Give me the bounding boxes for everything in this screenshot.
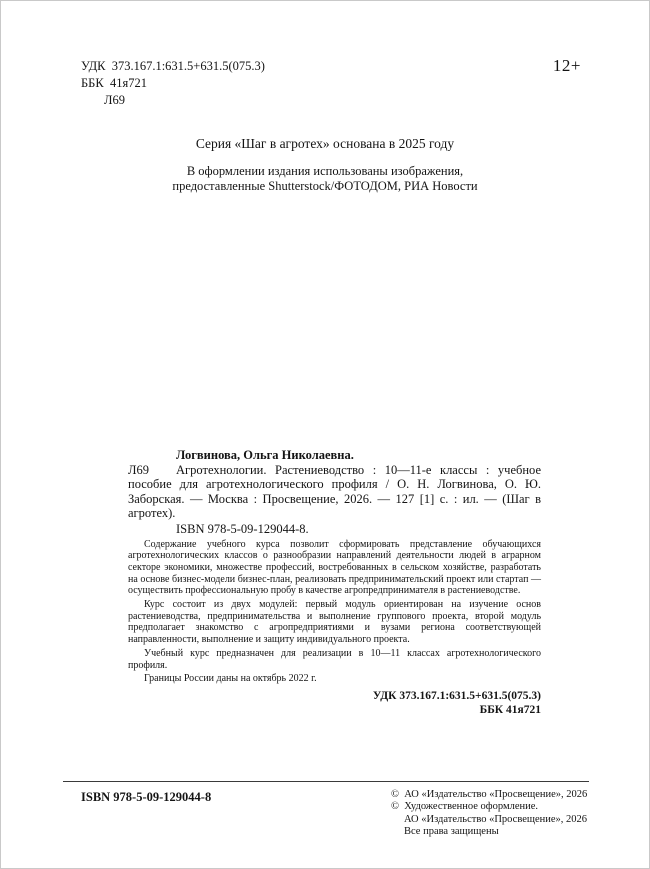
copyright-line-4: Все права защищены bbox=[404, 826, 499, 838]
footer-divider bbox=[63, 781, 589, 782]
copyright-block bbox=[391, 789, 587, 839]
bibliographic-description: Агротехнологии. Растениеводство : 10—11-е классы : учебное пособие для агротехнологического профиля / О. Н. Логвинова, О. Ю. Заборская. — Москва : Просвещение, 2026. — 127 [1] с. : ил. — (Шаг в агротех). bbox=[128, 462, 541, 521]
author-sign-code: Л69 bbox=[104, 93, 125, 107]
series-founded-line: Серия «Шаг в агротех» основана в 2025 году bbox=[195, 136, 455, 151]
bbk-line: ББК 41я721 bbox=[81, 76, 147, 90]
isbn-line: ISBN 978-5-09-129044-8. bbox=[176, 521, 309, 536]
image-credit-line-1: В оформлении издания использованы изображения, bbox=[186, 164, 464, 178]
copyright-line-2: © Художественное оформление. bbox=[391, 801, 539, 813]
image-credit-block bbox=[1, 164, 649, 194]
annotation-paragraph-3: Учебный курс предназначен для реализации в 10—11 классах агротехнологического профиля. bbox=[128, 647, 541, 671]
annotation-paragraph-4: Границы России даны на октябрь 2022 г. bbox=[144, 673, 317, 685]
footer-isbn: ISBN 978-5-09-129044-8 bbox=[81, 790, 212, 804]
copyright-line-1: © АО «Издательство «Просвещение», 2026 bbox=[391, 789, 588, 800]
udk-bold-line: УДК 373.167.1:631.5+631.5(075.3) bbox=[372, 690, 541, 702]
age-rating-badge: 12+ bbox=[552, 56, 581, 75]
annotation-paragraph-2: Курс состоит из двух модулей: первый модуль ориентирован на изучение основ растениеводства, предпринимательства и выполнение группового проекта, второй модуль предполагает знакомство с агропредприятиями и вузами региона соответствующей направленности, выполнение и защиту индивидуального проекта. bbox=[128, 599, 541, 646]
annotation-paragraph-1: Содержание учебного курса позволит сформировать представление обучающихся агротехнологических классов о разнообразии направлений деятельности людей в аграрном секторе экономики, множестве профессий, востребованных в сельском хозяйстве, разработать на основе бизнес-модели бизнес-план, реализовать предпринимательский проект или стартап — осуществить профессиональную пробу в качестве агропредпринимателя в растениеводстве. bbox=[128, 538, 541, 597]
top-codes-block bbox=[81, 58, 265, 109]
description-wrap bbox=[128, 463, 541, 521]
copyright-line-3: АО «Издательство «Просвещение», 2026 bbox=[404, 813, 588, 825]
author-name: Логвинова, Ольга Николаевна. bbox=[176, 448, 354, 462]
image-credit-line-2: предоставленные Shutterstock/ФОТОДОМ, РИА Новости bbox=[172, 179, 478, 193]
bottom-codes-block bbox=[128, 690, 541, 717]
bibliographic-record bbox=[128, 448, 541, 717]
bbk-bold-line: ББК 41я721 bbox=[479, 703, 541, 716]
author-sign-code-margin: Л69 bbox=[128, 462, 149, 477]
udk-line: УДК 373.167.1:631.5+631.5(075.3) bbox=[81, 59, 265, 73]
